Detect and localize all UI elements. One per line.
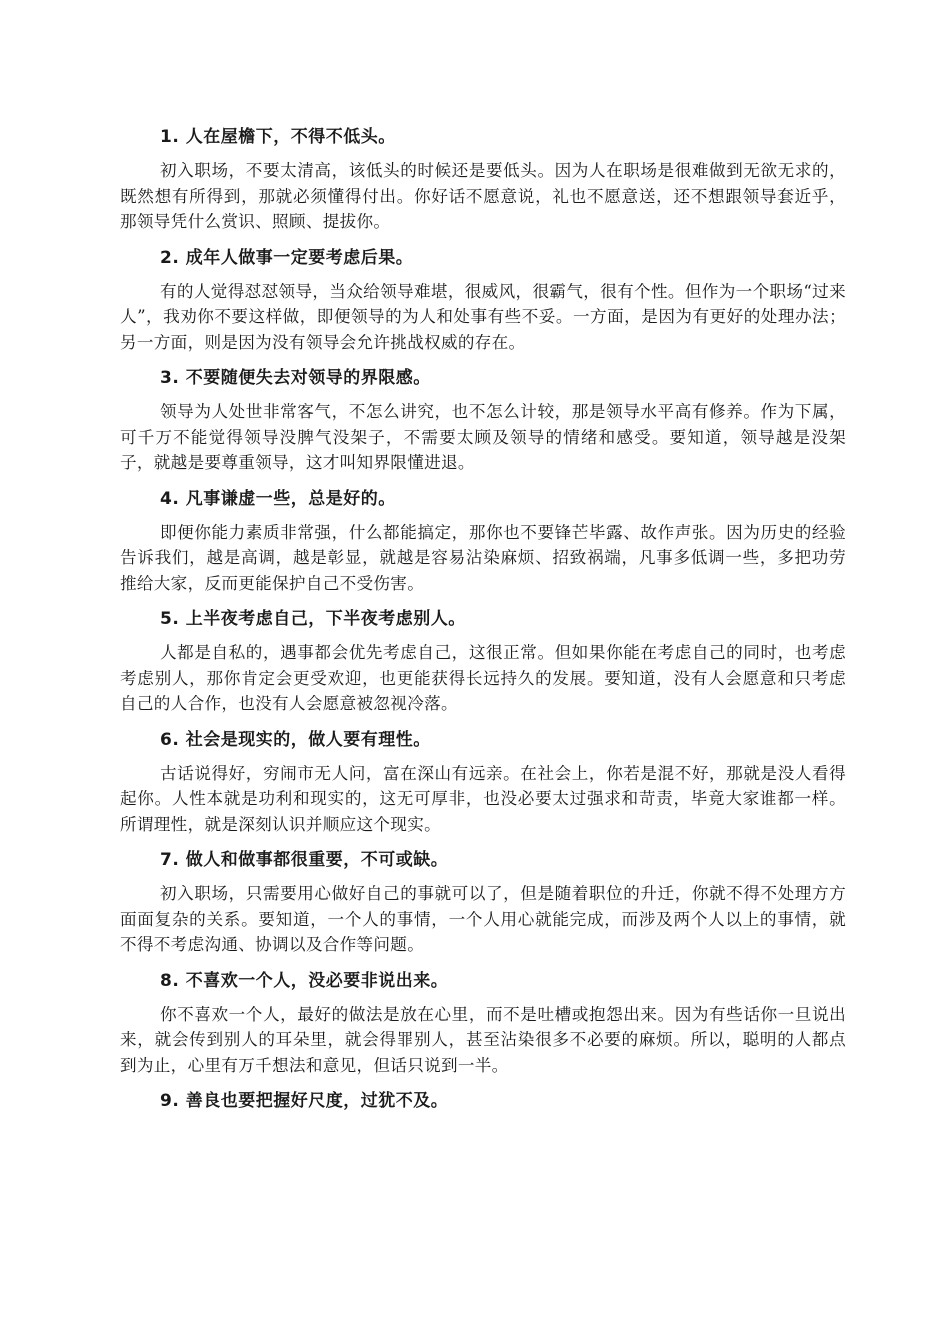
section-heading: 6. 社会是现实的，做人要有理性。 [160,729,431,750]
section-heading: 1. 人在屋檐下，不得不低头。 [160,127,396,147]
section-paragraph: 人都是自私的，遇事都会优先考虑自己，这很正常。但如果你能在考虑自己的同时，也考虑考虑别人，那你肯定会更受欢迎，也更能获得长远持久的发展。要知道，没有人会愿意和只考虑自己的人合作，也没有人会愿意被忽视冷落。 [120,643,846,713]
section-paragraph: 初入职场，不要太清高，该低头的时候还是要低头。因为人在职场是很难做到无欲无求的，既然想有所得到，那就必须懂得付出。你好话不愿意说，礼也不愿意送，还不想跟领导套近乎，那领导凭什么赏识、照顾、提拔你。 [120,161,846,231]
section-paragraph: 领导为人处世非常客气，不怎么讲究，也不怎么计较，那是领导水平高有修养。作为下属，可千万不能觉得领导没脾气没架子，不需要太顾及领导的情绪和感受。要知道，领导越是没架子，就越是要尊重领导，这才叫知界限懂进退。 [120,402,846,472]
section-heading: 8. 不喜欢一个人，没必要非说出来。 [160,970,449,991]
section-heading: 4. 凡事谦虚一些，总是好的。 [160,488,396,509]
section-1 [120,124,846,235]
document-page [120,124,846,1122]
section-heading: 2. 成年人做事一定要考虑后果。 [160,247,414,268]
section-3 [120,365,846,476]
section-heading: 5. 上半夜考虑自己，下半夜考虑别人。 [160,609,466,629]
section-7 [120,847,846,958]
section-paragraph: 你不喜欢一个人，最好的做法是放在心里，而不是吐槽或抱怨出来。因为有些话你一旦说出来，就会传到别人的耳朵里，就会得罪别人，甚至沾染很多不必要的麻烦。所以，聪明的人都点到为止，心里有万千想法和意见，但话只说到一半。 [120,1004,846,1075]
section-8 [120,968,846,1079]
section-paragraph: 即便你能力素质非常强，什么都能搞定，那你也不要锋芒毕露、故作声张。因为历史的经验告诉我们，越是高调，越是彰显，就越是容易沾染麻烦、招致祸端，凡事多低调一些，多把功劳推给大家，反而更能保护自己不受伤害。 [120,522,846,593]
section-heading: 3. 不要随便失去对领导的界限感。 [160,368,431,388]
section-4 [120,486,846,597]
section-paragraph: 初入职场，只需要用心做好自己的事就可以了，但是随着职位的升迁，你就不得不处理方方面面复杂的关系。要知道，一个人的事情，一个人用心就能完成，而涉及两个人以上的事情，就不得不考虑沟通、协调以及合作等问题。 [120,884,846,954]
section-heading: 7. 做人和做事都很重要，不可或缺。 [160,850,449,870]
section-2 [120,245,846,356]
section-9 [120,1088,846,1114]
section-paragraph: 有的人觉得怼怼领导，当众给领导难堪，很威风，很霸气，很有个性。但作为一个职场“过来人”，我劝你不要这样做，即便领导的为人和处事有些不妥。一方面，是因为有更好的处理办法；另一方面，则是因为没有领导会允许挑战权威的存在。 [120,281,846,352]
section-6 [120,727,846,838]
section-paragraph: 古话说得好，穷闹市无人问，富在深山有远亲。在社会上，你若是混不好，那就是没人看得起你。人性本就是功利和现实的，这无可厚非，也没必要太过强求和苛责，毕竟大家谁都一样。所谓理性，就是深刻认识并顺应这个现实。 [120,763,846,834]
section-heading: 9. 善良也要把握好尺度，过犹不及。 [160,1091,449,1111]
section-5 [120,606,846,717]
